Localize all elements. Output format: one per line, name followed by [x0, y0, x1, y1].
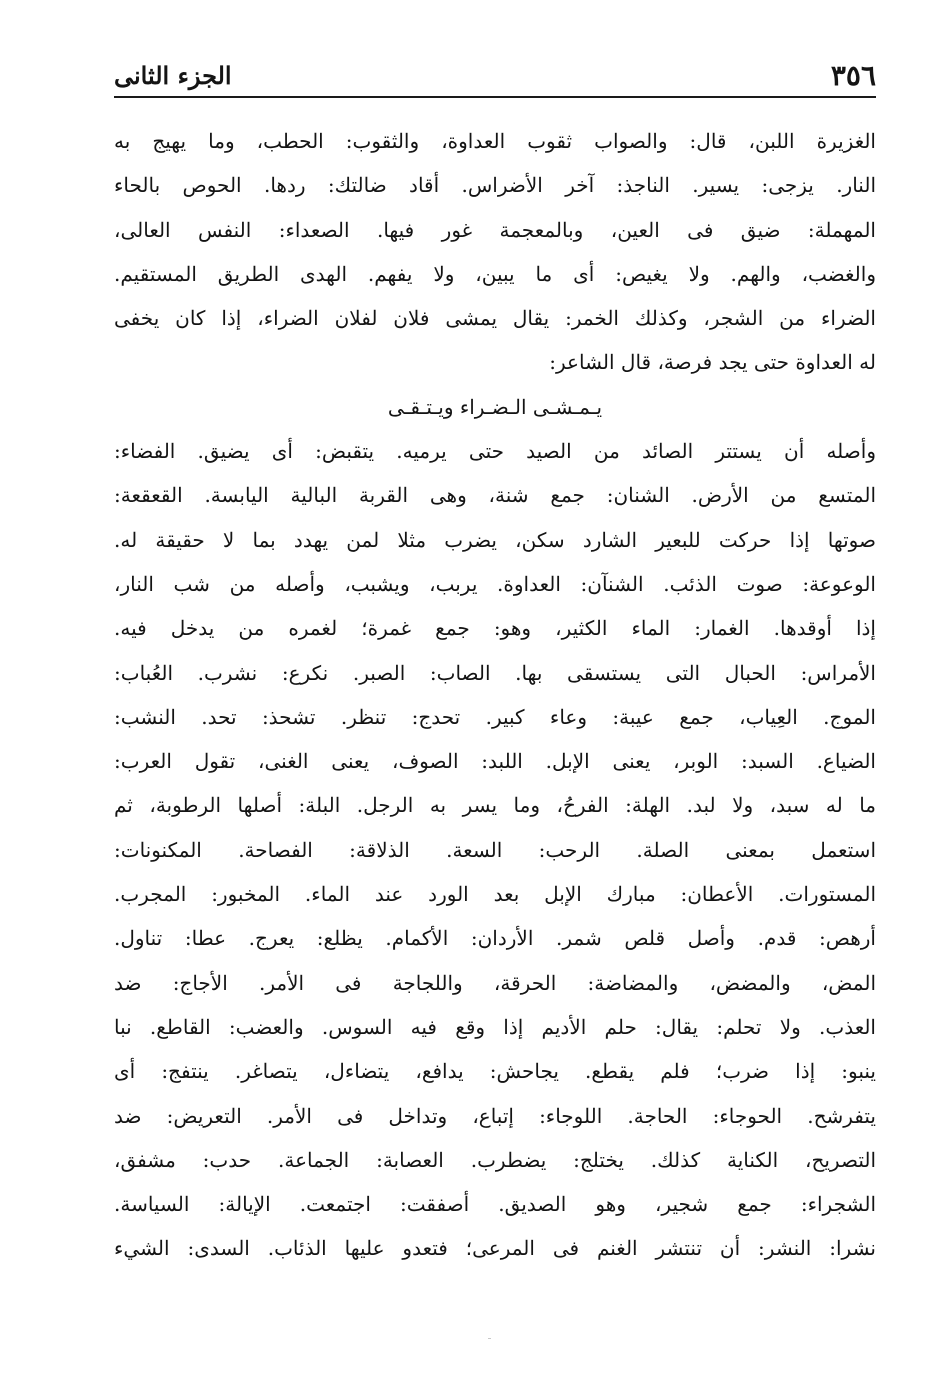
text-line: الغزيرة اللبن، قال: والصواب ثقوب العداوة، والثقوب: الحطب، وما يهيج به — [114, 129, 876, 153]
text-line: الموج. العِياب، جمع عيبة: وعاء كبير. تحدج: تنظر. تشحذ: تحد. النشب: — [114, 704, 876, 729]
text-line: التصريح، الكناية كذلك. يختلج: يضطرب. العصابة: الجماعة. حدب: مشفق، — [114, 1147, 876, 1172]
text-line: له العداوة حتى يجد فرصة، قال الشاعر: — [549, 350, 876, 375]
page-number: ٣٥٦ — [830, 59, 876, 92]
text-line: ينبو: إذا ضرب؛ فلم يقطع. يجاحش: يدافع، يتضاءل، يتصاغر. ينتفج: أى — [114, 1059, 876, 1084]
text-line: النار. يزجى: يسير. الناجذ: آخر الأضراس. أقاد ضالتك: ردها. الحوص بالحاء — [114, 173, 876, 198]
text-line: إذا أوقدها. الغمار: الماء الكثير، وهو: جمع غمرة؛ لغمره من يدخل فيه. — [114, 616, 876, 641]
header-rule — [114, 96, 876, 98]
text-line: المستورات. الأعطان: مبارك الإبل بعد الورد عند الماء. المخبور: المجرب. — [114, 882, 876, 907]
text-line: الشجراء: جمع شجير، وهو الصديق. أصفقت: اجتمعت. الإيالة: السياسة. — [114, 1192, 876, 1217]
text-line: المض، والمضض، والمضاضة: الحرقة، واللجاجة فى الأمر. الأجاج: ضد — [114, 970, 876, 995]
scan-speck — [488, 1338, 491, 1339]
text-line: ما له سبد، ولا لبد. الهلة: الفرحُ، وما يسر به الرجل. البلة: أصلها الرطوبة، ثم — [114, 793, 876, 818]
text-line: الضراء من الشجر، وكذلك الخمر: يقال يمشى فلان لفلان الضراء، إذا كان يخفى — [114, 306, 876, 331]
text-line: نشرا: النشر: أن تنتشر الغنم فى المرعى؛ فتعدو عليها الذئاب. السدى: الشيء — [114, 1236, 876, 1261]
text-line: المهملة: ضيق فى العين، وبالمعجمة غور فيها. الصعداء: النفس العالى، — [114, 217, 876, 242]
text-line: الضياع. السبد: الوبر، يعنى الإبل. اللبد: الصوف، يعنى الغنى، تقول العرب: — [114, 749, 876, 774]
text-line: الوعوعة: صوت الذئب. الشنآن: العداوة. يربب، ويشبب، وأصله من شب النار، — [114, 571, 876, 596]
text-line: صوتها إذا حركت للبعير الشارد سكن، يضرب مثلا لمن يهدد بما لا حقيقة له. — [114, 527, 876, 552]
page-header — [114, 52, 876, 96]
text-line: المتسع من الأرض. الشنان: جمع شنة، وهى القربة البالية اليابسة. القعقعة: — [114, 483, 876, 508]
text-line: الأمراس: الحبال التى يستسقى بها. الصاب: الصبر. نكرع: نشرب. العُباب: — [114, 660, 876, 685]
verse-line: يـمـشـى الـضـراء ويـتـقـى — [387, 394, 603, 419]
running-title: الجزء الثانى — [114, 61, 232, 90]
text-line: يتفرشح. الحوجاء: الحاجة. اللوجاء: إتباع، وتداخل فى الأمر. التعريض: ضد — [114, 1103, 876, 1128]
text-line: أرهص: قدم. وأصل قلص شمر. الأردان: الأكمام. يظلع: يعرج. عطا: تناول. — [114, 926, 876, 951]
text-line: العذب. ولا تحلم: يقال: حلم الأديم إذا وقع فيه السوس. والعضب: القاطع. نبا — [114, 1014, 876, 1039]
text-line: وأصله أن يستتر الصائد من الصيد حتى يرميه. يتقبض: أى يضيق. الفضاء: — [114, 439, 876, 464]
text-line: والغضب، والهم. ولا يغيص: أى ما يبين، ولا يفهم. الهدى الطريق المستقيم. — [114, 261, 876, 286]
body-text — [114, 119, 876, 1271]
text-line: استعمل بمعنى الصلة. الرحب: السعة. الذلاقة: الفصاحة. المكنونات: — [114, 837, 876, 862]
